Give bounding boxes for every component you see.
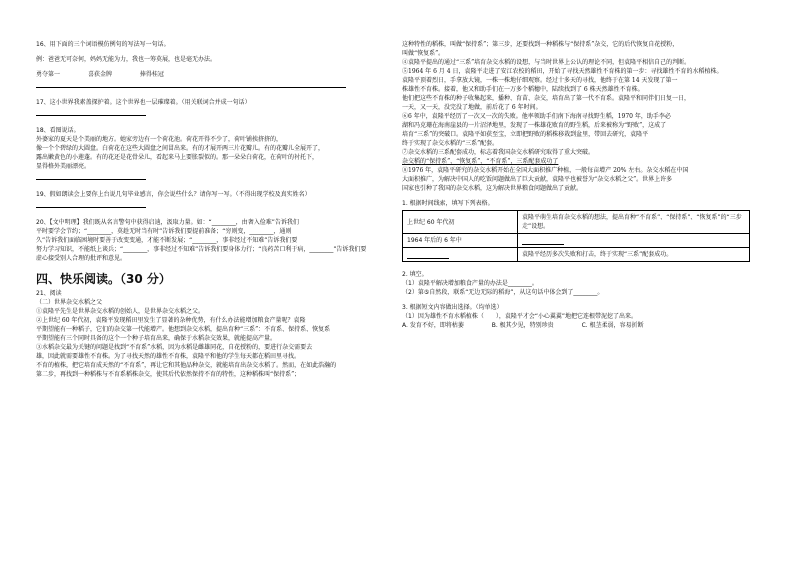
passage-line-7: 不育的植株，把它培育成天然的“不育系”，再让它和其他品种杂交，就能培育出杂交水稻了。然而，在如此浩瀚的 bbox=[36, 362, 337, 369]
table-cell-time-2: 1964 年后的 6 年中 bbox=[403, 234, 518, 247]
right-line-1: 这种特性的稻株，叫做“保持系”；第三步，还要找到一种稻株与“保持系”杂交，它的后代恢复自花授粉， bbox=[402, 41, 679, 48]
answer-blank[interactable] bbox=[407, 251, 449, 259]
passage-line-2: ②上世纪 60 年代初，袁隆平发现稻田里发生了显著的杂种优势，有什么办法能增加粮食产量呢？袁隆 bbox=[36, 317, 306, 324]
passage-line-4: 平期望能有三个同时具备的这个一个种子培育出来，确保于水稻杂交效果，就能提高产量。 bbox=[36, 335, 277, 342]
right-line-3: ④袁隆平提出的通过“三系”培育杂交水稻的设想，与当时世界上公认的理论不同，但袁隆平相信自己的判断。 bbox=[402, 59, 691, 66]
question-16-words bbox=[36, 70, 386, 79]
right-line-12: 终于实现了杂交水稻的“三系”配套。 bbox=[402, 140, 499, 147]
answer-line-16[interactable] bbox=[36, 79, 346, 88]
question-2: 2. 填空。 bbox=[402, 271, 428, 278]
right-line-2: 叫做“恢复系”。 bbox=[402, 50, 445, 57]
underlined-note: 杂交稻的“保持系”、“恢复系”、“不育系”，三系配套成功了 bbox=[402, 158, 559, 165]
passage-line-6: 雄，因此就需要雄性不育株。为了寻找天然的雄性不育株，袁隆平和他的学生每天都在稻田里寻找。 bbox=[36, 353, 301, 360]
passage-line-5: ③水稻杂交最为关键的问题是找到“不育系”水稻，因为水稻是雌雄同花，自花授粉的，要进行杂交需要去 bbox=[36, 344, 313, 351]
question-19: 19、假如朗读会上要你上台说几句毕业感言，你会说些什么？请你写一写。（不得出现学校及真实姓名） bbox=[36, 191, 311, 198]
left-column bbox=[36, 40, 386, 379]
question-16-example: 例：爸爸无可奈何，妈妈无能为力，我也一筹莫展，也是毫无办法。 bbox=[36, 56, 217, 63]
q20-line-4: 努力学习知识，不能纸上谈兵；“________，事非经过不知难”告诉我们要身体力行；“良药苦口利于病，________”告诉我们要 bbox=[36, 246, 367, 253]
option-b[interactable]: B. 极其少见，特别珍贵 bbox=[491, 322, 554, 329]
question-3-item-1: （1）因为雄性不育水稻植株（ ），袁隆平才会“小心翼翼”地把它连根带泥挖了出来。 bbox=[402, 313, 638, 320]
right-line-7: 他们把这些不育株的种子收集起来，播种、育苗、杂交，培育出了第一代不育系。袁隆平和同伴们日复一日， bbox=[402, 95, 691, 102]
table-row bbox=[403, 247, 749, 261]
q20-line-3: 久”告诉我们面临困境时要善于改变变通，才能不断发展；“________，事非经过不知难”告诉我们要 bbox=[36, 237, 298, 244]
passage-title: （二）世界杂交水稻之父 bbox=[36, 299, 103, 306]
right-line-13: ⑦杂交水稻的三系配套成功，标志着我国杂交水稻研究取得了重大突破。 bbox=[402, 149, 595, 156]
question-2-item-1: （1）袁隆平解决增加粮食产量的办法是________。 bbox=[402, 280, 538, 287]
right-mid-2: 大面积推广，为解决中国人的吃饭问题做出了巨大贡献，袁隆平也被誉为“杂交水稻之父”。世界上许多 bbox=[402, 176, 673, 183]
word-2: 喜获金牌 bbox=[87, 71, 112, 78]
right-line-10: 湖和冯克珊在海南崖县的一片沼泽地里，发现了一株雄花败育的野生稻，后来被称为“野败”，这成了 bbox=[402, 122, 667, 129]
question-1: 1. 根据时间线索，填写下列表格。 bbox=[402, 200, 494, 207]
table-cell-time-1: 上世纪 60 年代初 bbox=[403, 211, 518, 233]
question-17: 17、这小世界我素盖探护着。这个世界也一层璀璨着。（用关联词合并成一句话） bbox=[36, 99, 251, 106]
word-3: 捧得桂冠 bbox=[139, 71, 164, 78]
q20-line-2: 平时要学会节约；“________，莫趁无时当有时”告诉我们要提前准备；“穷则变，________，通则 bbox=[36, 228, 292, 235]
question-18: 18、看图说话。 bbox=[36, 127, 80, 134]
passage-line-1: ①袁隆平先生是世界杂交水稻的创始人，是世界杂交水稻之父。 bbox=[36, 308, 205, 315]
q20-line-5: 虚心接受别人合理的批评和意见。 bbox=[36, 255, 127, 262]
table-cell-event-1: 袁隆平萌生培育杂交水稻的想法，提出育种“不育系”、“保持系”、“恢复系”的“三步走”设想。 bbox=[522, 214, 742, 230]
right-column bbox=[402, 40, 758, 330]
right-line-5: 袁隆平顶着烈日，手拿放大镜，一株一株地仔细观察。经过十多天的寻找，他终于在第 14 天发现了第一 bbox=[402, 77, 678, 84]
right-line-6: 株雄性不育株。接着，他又和助手们在一万多个稻穗中，陆续找到了 6 株天然雄性不育株。 bbox=[402, 86, 644, 93]
answer-line-19[interactable] bbox=[36, 199, 146, 208]
q18-line-2: 像一个个碧绿的大圆盘。白荷花在这些大圆盘之间冒出来。有的才展开两三片花瓣儿。有的花瓣儿全展开了， bbox=[36, 145, 325, 152]
question-2-item-2: （2）第⑤自然段，联系“无边无际的稻海”，从这句话中体会到了________。 bbox=[402, 289, 604, 296]
question-16: 16、用下面的三个词语模仿例句的写法写一句话。 bbox=[36, 41, 170, 48]
question-3: 3. 根据短文内容做出选择。（均单选） bbox=[402, 304, 503, 311]
answer-blank[interactable] bbox=[522, 237, 564, 245]
question-3-options bbox=[402, 321, 758, 330]
table-cell-event-3: 袁隆平经历多次失败和打击，终于实现“三系”配套成功。 bbox=[522, 251, 673, 258]
answer-line-18[interactable] bbox=[36, 171, 146, 180]
table-cell-event-2-answer[interactable] bbox=[518, 234, 749, 247]
q18-line-3: 露出嫩黄色的小莲蓬。有的花还是花骨朵儿，看起来马上要胀裂似的。那一朵朵白荷花，在荷叶的衬托下， bbox=[36, 154, 319, 161]
table-row bbox=[403, 233, 749, 247]
option-a[interactable]: A. 发育不好，即将枯萎 bbox=[402, 322, 464, 329]
table-cell-time-3-answer[interactable] bbox=[403, 248, 518, 261]
passage-line-3: 平期望能有一种稻子，它们的杂交第一代能增产。他想到杂交水稻，提出育种“三系”：不育系、保持系、恢复系 bbox=[36, 326, 331, 333]
section-4-title: 四、快乐阅读。（30 分） bbox=[36, 272, 171, 286]
question-21: 21、阅读 bbox=[36, 290, 62, 297]
answer-line-17[interactable] bbox=[36, 107, 146, 116]
right-line-8: 一天，又一天，没完没了地做，前后花了 6 年时间。 bbox=[402, 104, 542, 111]
right-line-11: 培育“三系”的突破口。袁隆平如获至宝，立即把野败的稻株移栽到盆里，带回去研究，袁隆平 bbox=[402, 131, 649, 138]
right-line-4: ⑤1964 年 6 月 4 日，袁隆平走进了安江农校的稻田，开始了寻找天然雄性不育株的第一步：寻找雄性不育的水稻植株。 bbox=[402, 68, 723, 75]
q18-line-4: 显得格外美丽漂亮。 bbox=[36, 163, 91, 170]
right-mid-3: 国家也引种了我国的杂交水稻，这为解决世界粮食问题做出了贡献。 bbox=[402, 185, 583, 192]
q20-line-1: 20、【文中明理】我们既从名言警句中获得启迪，汲取力量。如：“________，由奢入俭难”告诉我们 bbox=[36, 219, 299, 226]
table-row bbox=[403, 211, 749, 233]
right-line-9: ⑥6 年中，袁隆平经历了一次又一次的失败。他率领助手们南下海南寻找野生稻，1970 年，助手李必 bbox=[402, 113, 671, 120]
option-c[interactable]: C. 根茎柔弱，容易折断 bbox=[581, 322, 644, 329]
right-mid-1: ⑧1976 年，袁隆平研究的杂交水稻开始在全国大面积推广种植，一般每亩增产 20% 左右。杂交水稻在中国 bbox=[402, 167, 689, 174]
passage-line-8: 第二步，再找到一种稻株与不育系稻株杂交，使其后代依然保持不育的特性，这种稻株叫“保持系”； bbox=[36, 371, 301, 378]
timeline-table bbox=[402, 210, 750, 262]
q18-line-1: 外婆家的夏天是个美丽的地方。她家旁边有一个荷花池。荷花开得不少了，荷叶铺挨挤挤的， bbox=[36, 136, 283, 143]
word-1: 勇夺第一 bbox=[36, 71, 61, 78]
